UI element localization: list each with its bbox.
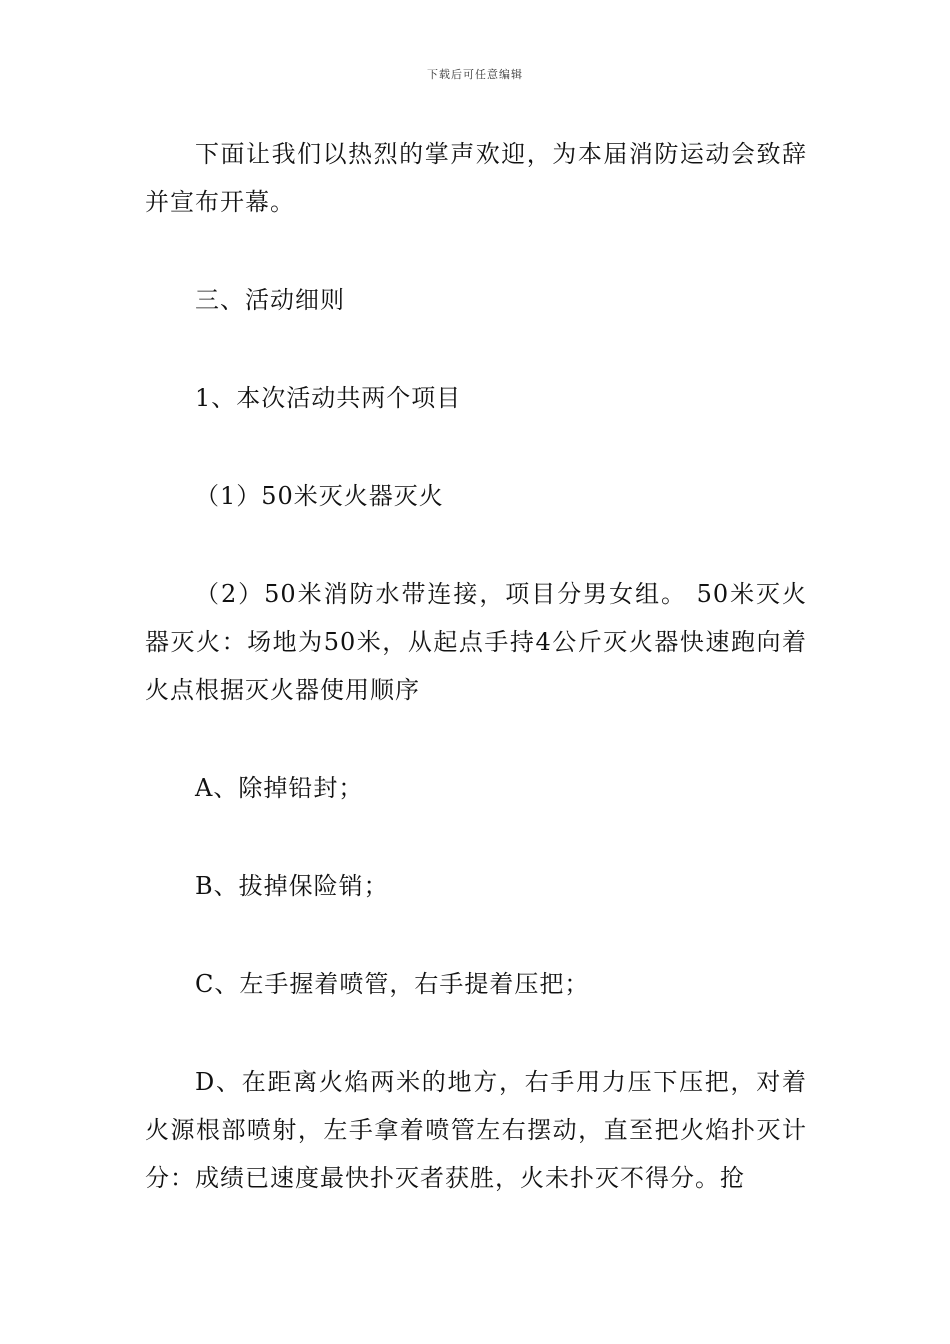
document-body bbox=[145, 130, 807, 1202]
paragraph-step-d: D、在距离火焰两米的地方，右手用力压下压把，对着火源根部喷射，左手拿着喷管左右摆动，直至把火焰扑灭计分：成绩已速度最快扑灭者获胜，火未扑灭不得分。抢 bbox=[145, 1068, 807, 1192]
page-header: 下载后可任意编辑 bbox=[427, 68, 523, 81]
paragraph-step-b: B、拔掉保险销； bbox=[195, 872, 389, 900]
paragraph-rule-1: 1、本次活动共两个项目 bbox=[195, 384, 462, 412]
paragraph-step-c: C、左手握着喷管，右手提着压把； bbox=[195, 970, 590, 998]
paragraph-opening-speech: 下面让我们以热烈的掌声欢迎，为本届消防运动会致辞并宣布开幕。 bbox=[145, 140, 807, 216]
paragraph-item-2: （2）50米消防水带连接，项目分男女组。 50米灭火器灭火：场地为50米，从起点手持4公斤灭火器快速跑向着火点根据灭火器使用顺序 bbox=[145, 580, 807, 704]
paragraph-step-a: A、除掉铅封； bbox=[195, 774, 364, 802]
paragraph-item-1: （1）50米灭火器灭火 bbox=[195, 482, 444, 510]
section-heading-activity-rules: 三、活动细则 bbox=[195, 286, 345, 314]
